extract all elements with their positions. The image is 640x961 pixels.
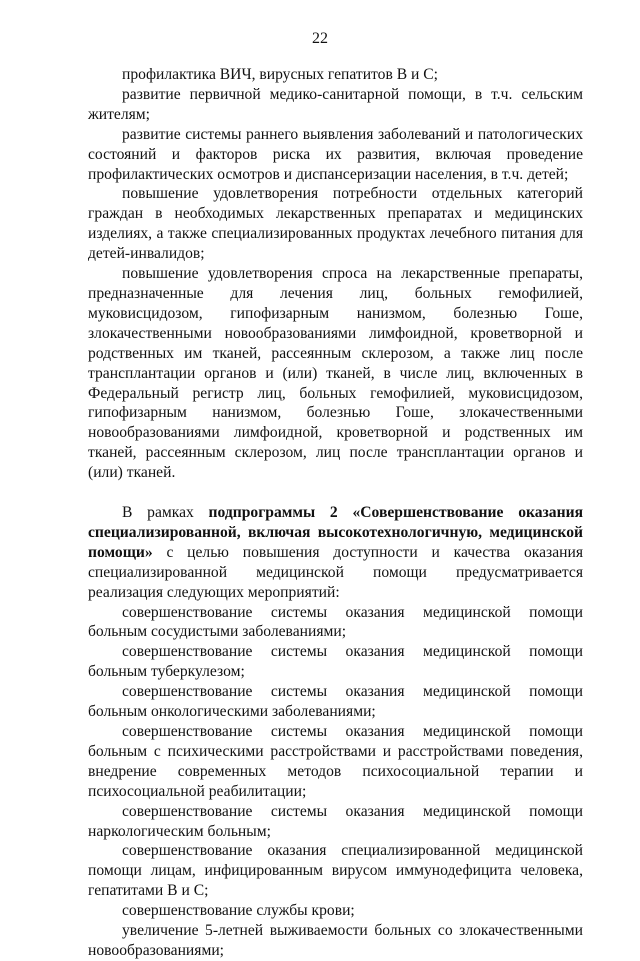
intro-prefix: В рамках [122, 504, 209, 522]
list-item: совершенствование системы оказания медицинской помощи больным онкологическими заболеваниями; [88, 683, 583, 721]
list-item: профилактика ВИЧ, вирусных гепатитов В и С; [122, 66, 438, 83]
list-item: совершенствование системы оказания медицинской помощи наркологическим больным; [88, 802, 583, 840]
subprogram-intro-paragraph [88, 503, 583, 603]
intro-suffix: с целью повышения доступности и качества оказания специализированной медицинской помощи предусматривается реализация следующих мероприятий: [88, 543, 583, 601]
list-item: совершенствование оказания специализированной медицинской помощи лицам, инфицированным вирусом иммунодефицита человека, гепатитами В и С; [88, 842, 583, 900]
page-content [88, 65, 583, 961]
list-item: увеличение 5-летней выживаемости больных со злокачественными новообразованиями; [88, 922, 583, 959]
list-item: развитие системы раннего выявления заболеваний и патологических состояний и факторов риска их развития, включая проведение профилактических осмотров и диспансеризации населения, в т.ч. детей; [88, 125, 583, 183]
page-number: 22 [312, 30, 328, 47]
list-item: совершенствование системы оказания медицинской помощи больным туберкулезом; [88, 643, 583, 681]
list-item: повышение удовлетворения потребности отдельных категорий граждан в необходимых лекарственных препаратах и медицинских изделиях, а также специализированных продуктах лечебного питания для детей-инвалидов; [88, 185, 583, 263]
subprogram-title: подпрограммы 2 «Совершенствование оказания специализированной, включая высокотехнологичную, медицинской помощи» [88, 504, 583, 561]
list-item: развитие первичной медико-санитарной помощи, в т.ч. сельским жителям; [88, 85, 583, 123]
list-item: совершенствование системы оказания медицинской помощи больным с психическими расстройствами и расстройствами поведения, внедрение современных методов психосоциальной терапии и психосоциальной реабилитации; [88, 723, 583, 800]
list-item: совершенствование службы крови; [122, 902, 355, 920]
list-item: совершенствование системы оказания медицинской помощи больным сосудистыми заболеваниями; [88, 603, 583, 641]
list-item: повышение удовлетворения спроса на лекарственные препараты, предназначенные для лечения лиц, больных гемофилией, муковисцидозом, гипофизарным нанизмом, болезнью Гоше, злокачественными новообразованиями лимфоидной, кроветворной и родственных им тканей, рассеянным склерозом, а также лиц после трансплантации органов и (или) тканей, в числе лиц, включенных в Федеральный регистр лиц, больных гемофилией, муковисцидозом, гипофизарным нанизмом, болезнью Гоше, злокачественными новообразованиями лимфоидной, кроветворной и родственных им тканей, рассеянным склерозом, лиц после трансплантации органов и (или) тканей. [88, 265, 583, 482]
